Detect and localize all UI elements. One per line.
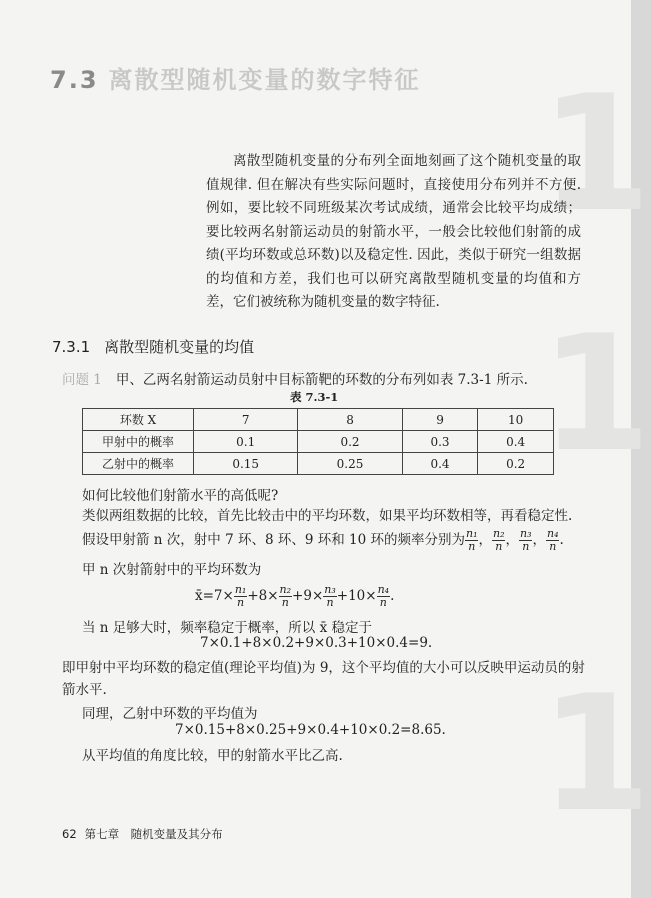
numerator: n₄ [377,583,390,596]
section-title [50,60,421,95]
fraction [492,528,506,553]
table-cell: 9 [402,409,478,431]
chapter-name: 第七章 随机变量及其分布 [84,827,223,841]
equation-mean: x̄=7× $\frac{\text{n₁}}{n}$ +8× $\frac{\text{n₂}}{n}$ +9× $\frac{\text{n₃}}{n}$ +10× $\frac{\text{n₄}}{n}$ . [195,583,395,609]
problem-label: 问题 1 [62,372,102,388]
table-row [83,431,554,453]
table-caption: 表 7.3-1 [290,390,339,404]
denominator: n [326,596,334,609]
text-line: 假设甲射箭 n 次，射中 7 环、8 环、9 环和 10 环的频率分别为 $\frac{\text{n₁}}{n}$ ， $\frac{\text{n₂}}{n}$ ， $\frac{\text{n₃}}{n}$ ， $\frac{\text{n₄}}{n}$ . [82,527,564,553]
table-cell: 10 [478,409,554,431]
fraction [519,528,533,553]
table-cell: 0.3 [402,431,478,453]
text: 假设甲射箭 n 次，射中 7 环、8 环、9 环和 10 环的频率分别为 [82,532,465,548]
table-cell: 环数 X [83,409,194,431]
text-line: 如何比较他们射箭水平的高低呢? [82,488,279,504]
numerator: n₃ [324,583,336,596]
section-number: 7.3 [50,66,99,94]
denominator: n [237,596,245,609]
page-number: 62 [62,827,77,841]
fraction [377,584,391,609]
numerator: n₄ [546,527,559,540]
fraction [465,528,479,553]
denominator: n [468,540,476,553]
denominator: n [549,540,557,553]
text: +9× [292,588,324,604]
text-line: 当 n 足够大时，频率稳定于概率，所以 x̄ 稳定于 [82,620,372,636]
text-line: 类似两组数据的比较，首先比较击中的平均环数，如果平均环数相等，再看稳定性. [82,508,573,524]
text-line: 同理，乙射中环数的平均值为 [82,706,258,722]
section-title-text: 离散型随机变量的数字特征 [108,66,421,94]
text-line: 从平均值的角度比较，甲的射箭水平比乙高. [82,748,343,764]
problem-statement [62,368,528,388]
distribution-table [82,408,554,475]
subsection-number: 7.3.1 [52,338,91,356]
table-cell: 0.4 [478,431,554,453]
table-cell: 0.15 [194,453,298,475]
numerator: n₂ [279,583,292,596]
text: +8× [247,588,279,604]
text-line: 箭水平. [62,682,107,698]
text: x̄=7× [195,588,234,604]
equation: 7×0.15+8×0.25+9×0.4+10×0.2=8.65. [175,722,446,738]
equation: 7×0.1+8×0.2+9×0.3+10×0.4=9. [200,635,433,651]
watermark-decoration: 1 [540,660,651,847]
table-cell: 乙射中的概率 [83,453,194,475]
numerator: n₂ [492,527,505,540]
problem-text: 甲、乙两名射箭运动员射中目标箭靶的环数的分布列如表 7.3-1 所示. [115,372,528,388]
text-line: 即甲射中平均环数的稳定值(理论平均值)为 9，这个平均值的大小可以反映甲运动员的射 [62,660,585,676]
text: +10× [336,588,377,604]
table-row [83,409,554,431]
intro-paragraph: 离散型随机变量的分布列全面地刻画了这个随机变量的取值规律. 但在解决有些实际问题时，直接使用分布列并不方便. 例如，要比较不同班级某次考试成绩，通常会比较平均成绩；要比较两名射箭运动员的射箭水平，一般会比较他们射箭的成绩(平均环数或总环数)以及稳定性. 因此，类似于研究一组数据的均值和方差，我们也可以研究离散型随机变量的均值和方差，它们被统称为随机变量的数字特征. [206,153,581,310]
denominator: n [379,596,387,609]
table-row [83,453,554,475]
table-cell: 8 [298,409,402,431]
subsection-heading [52,336,254,357]
watermark-decoration: 1 [540,300,651,487]
fraction [279,584,293,609]
table-cell: 甲射中的概率 [83,431,194,453]
fraction [546,528,560,553]
fraction [323,584,337,609]
table-cell: 0.25 [298,453,402,475]
watermark-decoration: 1 [540,60,651,247]
table-cell: 0.4 [402,453,478,475]
table-cell: 0.2 [478,453,554,475]
page-footer [62,826,223,842]
denominator: n [522,540,530,553]
table-cell: 0.1 [194,431,298,453]
fraction [234,584,248,609]
numerator: n₁ [465,527,478,540]
subsection-title: 离散型随机变量的均值 [104,338,255,356]
table-cell: 7 [194,409,298,431]
denominator: n [495,540,503,553]
text-line: 甲 n 次射箭射中的平均环数为 [82,562,262,578]
numerator: n₁ [234,583,247,596]
numerator: n₃ [519,527,532,540]
table-cell: 0.2 [298,431,402,453]
denominator: n [281,596,289,609]
